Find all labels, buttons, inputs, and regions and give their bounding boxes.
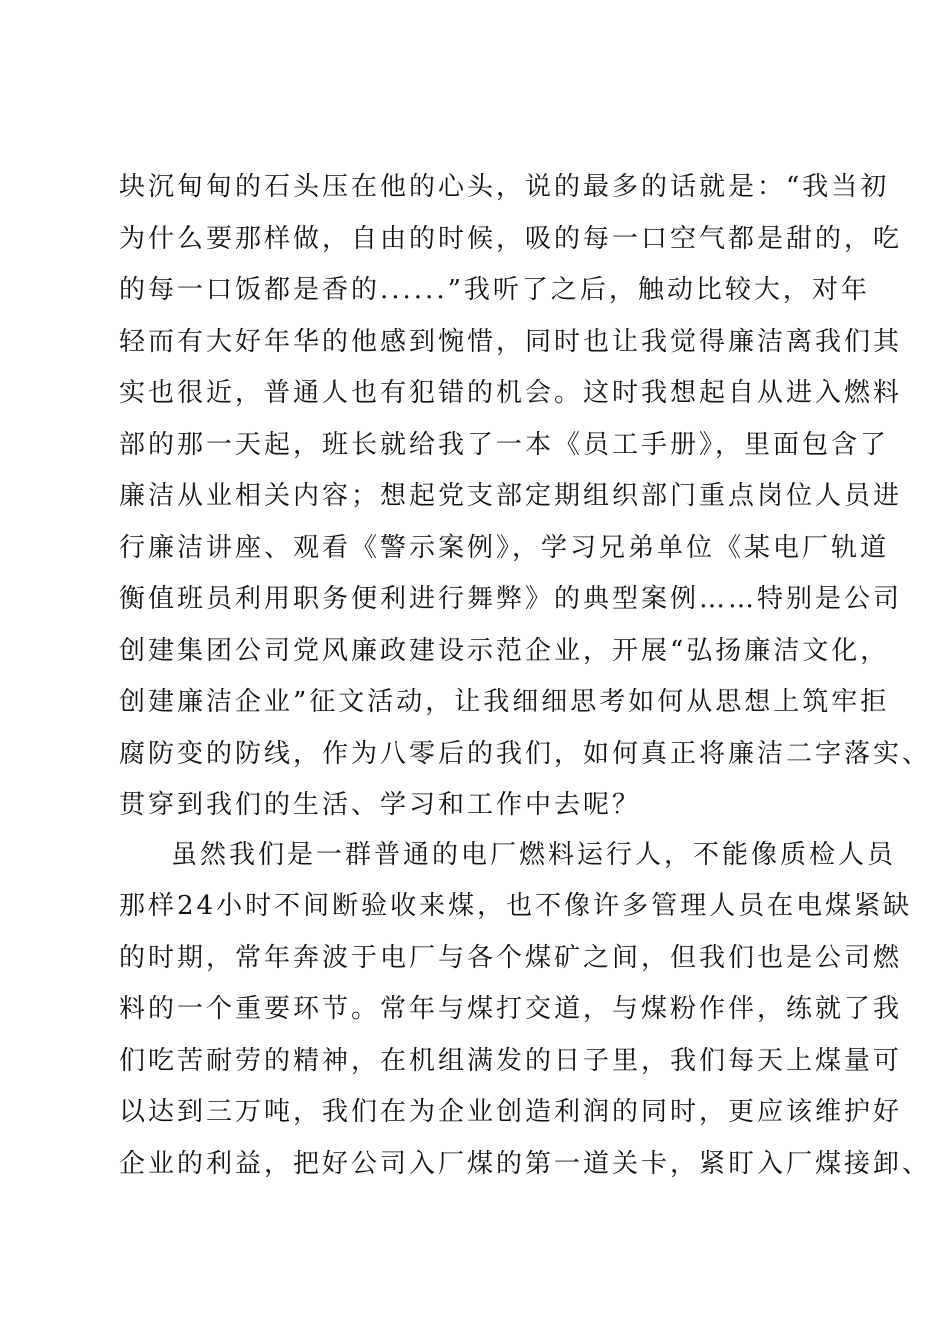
text-line: 为什么要那样做，自由的时候，吸的每一口空气都是甜的，吃 bbox=[119, 224, 903, 254]
text-line: 那样24小时不间断验收来煤，也不像许多管理人员在电煤紧缺 bbox=[119, 891, 913, 921]
text-line: 行廉洁讲座、观看《警示案例》，学习兄弟单位《某电厂轨道 bbox=[119, 533, 890, 563]
text-line: 以达到三万吨，我们在为企业创造利润的同时，更应该维护好 bbox=[119, 1097, 903, 1127]
text-line: 创建廉洁企业”征文活动，让我细细思考如何从思想上筑牢拒 bbox=[119, 687, 890, 717]
text-line: 虽然我们是一群普通的电厂燃料运行人，不能像质检人员 bbox=[171, 840, 897, 870]
text-line: 企业的利益，把好公司入厂煤的第一道关卡，紧盯入厂煤接卸、 bbox=[119, 1149, 932, 1179]
text-line: 廉洁从业相关内容；想起党支部定期组织部门重点岗位人员进 bbox=[119, 481, 903, 511]
text-line: 的时期，常年奔波于电厂与各个煤矿之间，但我们也是公司燃 bbox=[119, 943, 903, 973]
text-line: 创建集团公司党风廉政建设示范企业，开展“弘扬廉洁文化， bbox=[119, 636, 890, 666]
text-line: 腐防变的防线，作为八零后的我们，如何真正将廉洁二字落实、 bbox=[119, 739, 932, 769]
text-line: 部的那一天起，班长就给我了一本《员工手册》，里面包含了 bbox=[119, 430, 890, 460]
text-line: 轻而有大好年华的他感到惋惜，同时也让我觉得廉洁离我们其 bbox=[119, 327, 903, 357]
text-line: 贯穿到我们的生活、学习和工作中去呢？ bbox=[119, 790, 642, 820]
text-line: 实也很近，普通人也有犯错的机会。这时我想起自从进入燃料 bbox=[119, 378, 903, 408]
text-line: 的每一口饭都是香的......”我听了之后，触动比较大，对年 bbox=[119, 275, 870, 305]
text-line: 衡值班员利用职务便利进行舞弊》的典型案例……特别是公司 bbox=[119, 584, 903, 614]
text-line: 料的一个重要环节。常年与煤打交道，与煤粉作伴，练就了我 bbox=[119, 994, 903, 1024]
text-line: 们吃苦耐劳的精神，在机组满发的日子里，我们每天上煤量可 bbox=[119, 1046, 903, 1076]
text-line: 块沉甸甸的石头压在他的心头，说的最多的话就是：“我当初 bbox=[119, 172, 890, 202]
